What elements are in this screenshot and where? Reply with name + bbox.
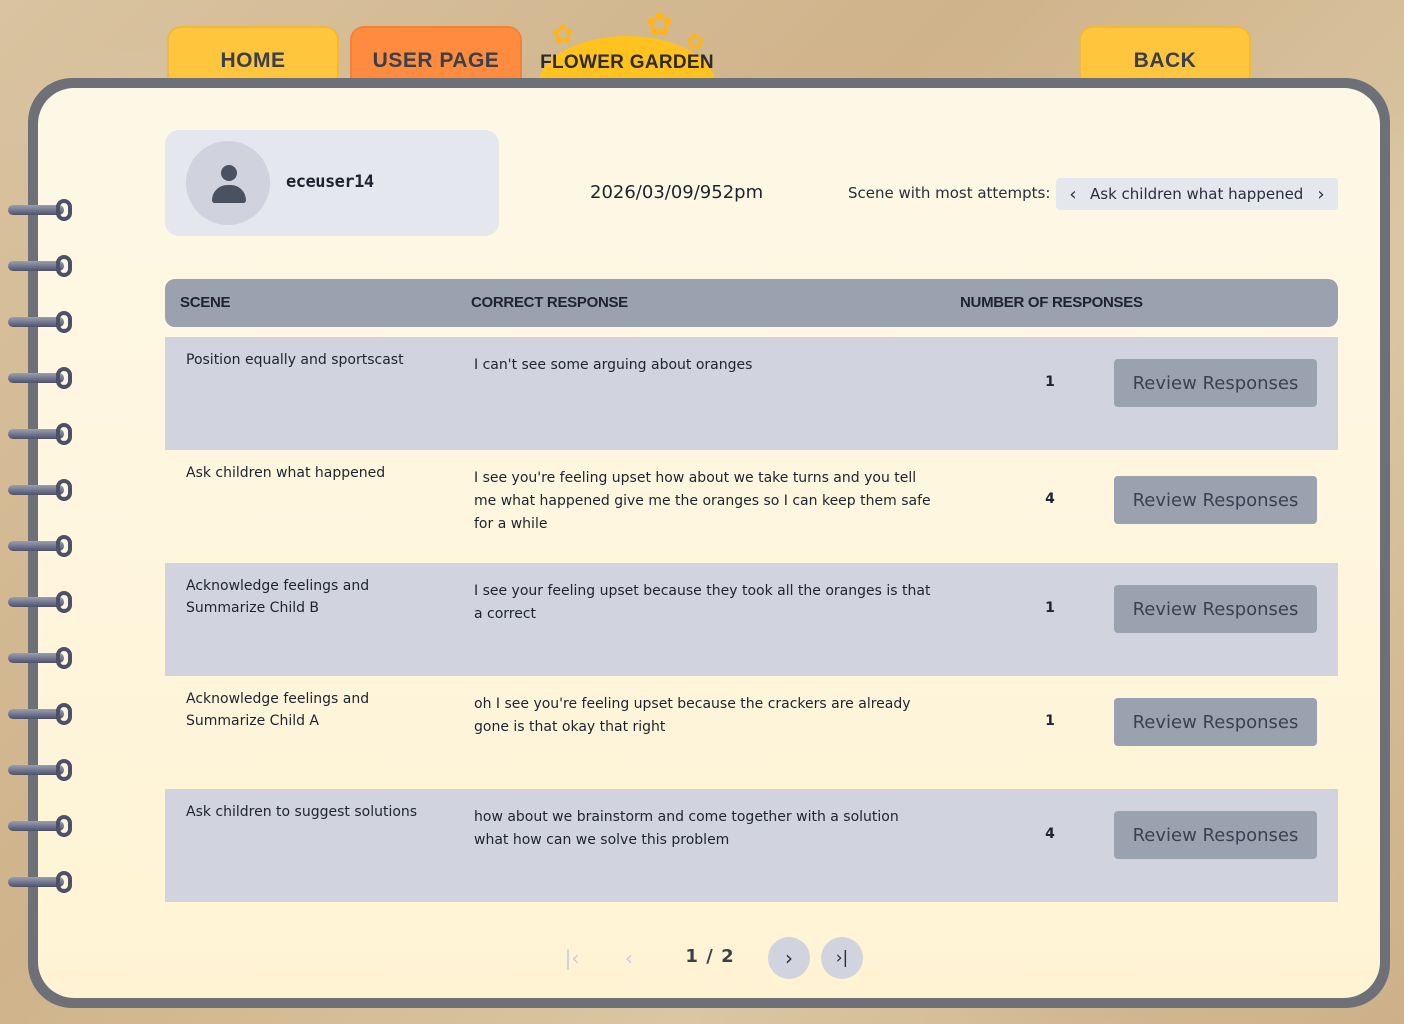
review-responses-button[interactable]: Review Responses <box>1114 476 1317 524</box>
row-response-count: 1 <box>1045 374 1055 390</box>
table-row <box>165 563 1338 676</box>
review-responses-button[interactable]: Review Responses <box>1114 585 1317 633</box>
spiral-ring <box>4 311 70 333</box>
profile-card <box>165 130 499 236</box>
back-button-label: BACK <box>1133 49 1197 72</box>
pagination <box>0 937 1404 981</box>
first-page-icon[interactable]: |‹ <box>564 946 580 970</box>
most-attempts-label: Scene with most attempts: <box>848 184 1051 202</box>
row-correct-response: how about we brainstorm and come together with a solution what how can we solve this problem <box>474 809 899 848</box>
user-icon-body <box>212 185 246 203</box>
spiral-ring <box>4 535 70 557</box>
flower-icon: ✿ <box>552 20 574 50</box>
table-row <box>165 450 1338 563</box>
spiral-ring <box>4 367 70 389</box>
table-row <box>165 676 1338 789</box>
row-correct-response: oh I see you're feeling upset because the crackers are already gone is that okay that right <box>474 696 911 735</box>
row-scene: Acknowledge feelings and Summarize Child B <box>186 578 370 616</box>
row-scene: Acknowledge feelings and Summarize Child A <box>186 691 370 729</box>
header-correct-response: CORRECT RESPONSE <box>471 294 628 311</box>
page-indicator <box>672 946 748 967</box>
most-attempts-value: Ask children what happened <box>1090 185 1304 203</box>
username: eceuser14 <box>286 172 374 192</box>
spiral-ring <box>4 871 70 893</box>
spiral-ring <box>4 815 70 837</box>
row-scene: Ask children to suggest solutions <box>186 804 418 820</box>
row-response-count: 1 <box>1045 713 1055 729</box>
chevron-left-icon[interactable]: ‹ <box>1069 183 1077 205</box>
row-response-count: 1 <box>1045 600 1055 616</box>
user-icon <box>221 165 237 181</box>
prev-page-icon[interactable]: ‹ <box>625 946 633 970</box>
spiral-ring <box>4 591 70 613</box>
tab-home-label: HOME <box>220 49 286 72</box>
flower-icon: ✿ <box>686 30 705 55</box>
review-responses-button[interactable]: Review Responses <box>1114 811 1317 859</box>
header-number-of-responses: NUMBER OF RESPONSES <box>960 294 1143 311</box>
row-correct-response: I can't see some arguing about oranges <box>474 357 753 373</box>
last-page-icon[interactable]: ›| <box>821 937 863 979</box>
chevron-right-icon[interactable]: › <box>1317 183 1325 205</box>
tab-user-page[interactable] <box>350 26 522 86</box>
spiral-ring <box>4 703 70 725</box>
back-button[interactable] <box>1079 26 1251 86</box>
row-correct-response: I see you're feeling upset how about we take turns and you tell me what happened give me the oranges so I can keep them safe for a while <box>474 470 931 532</box>
table-row <box>165 789 1338 902</box>
row-scene: Ask children what happened <box>186 465 386 481</box>
session-datetime: 2026/03/09/952pm <box>590 182 764 203</box>
spiral-ring <box>4 759 70 781</box>
table-row <box>165 337 1338 450</box>
row-scene: Position equally and sportscast <box>186 352 404 368</box>
most-attempts-selector[interactable] <box>1056 178 1338 210</box>
brand-title: FLOWER GARDEN <box>540 52 714 73</box>
spiral-ring <box>4 479 70 501</box>
total-pages: 2 <box>721 946 735 967</box>
table-header <box>165 279 1338 327</box>
review-responses-button[interactable]: Review Responses <box>1114 359 1317 407</box>
page-separator: / <box>706 946 714 967</box>
spiral-ring <box>4 255 70 277</box>
next-page-icon[interactable]: › <box>768 937 810 979</box>
row-correct-response: I see your feeling upset because they took all the oranges is that a correct <box>474 583 931 622</box>
header-scene: SCENE <box>180 294 231 311</box>
avatar <box>186 141 270 225</box>
spiral-ring <box>4 647 70 669</box>
review-responses-button[interactable]: Review Responses <box>1114 698 1317 746</box>
tab-user-page-label: USER PAGE <box>372 49 500 72</box>
spiral-ring <box>4 423 70 445</box>
row-response-count: 4 <box>1045 491 1055 507</box>
flower-icon: ✿ <box>646 5 673 43</box>
spiral-ring <box>4 199 70 221</box>
current-page: 1 <box>685 946 699 967</box>
brand-logo <box>538 5 718 80</box>
tab-home[interactable] <box>167 26 339 86</box>
row-response-count: 4 <box>1045 826 1055 842</box>
